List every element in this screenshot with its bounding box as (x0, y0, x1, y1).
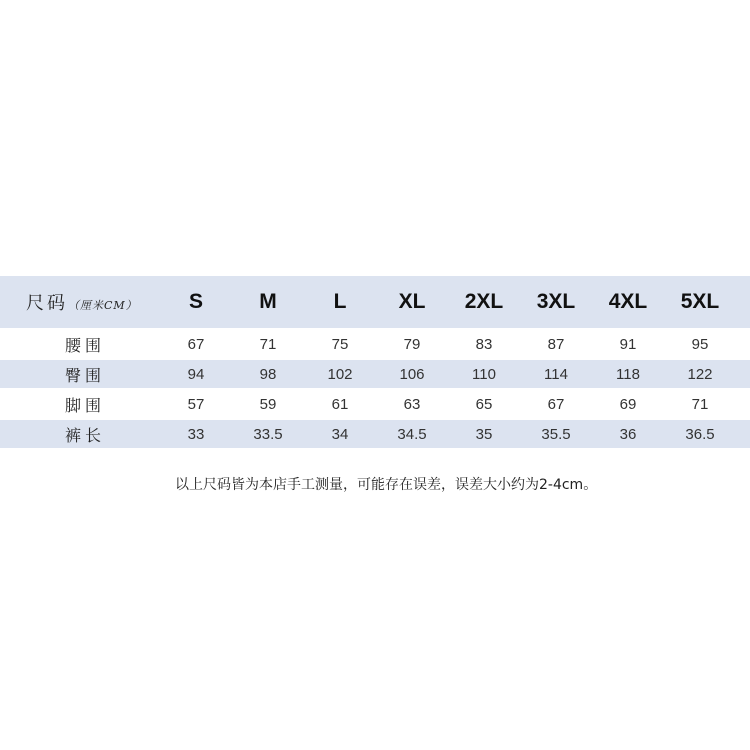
size-header-label (0, 289, 160, 315)
table-cell: 122 (687, 365, 713, 383)
table-cell: 67 (547, 395, 565, 413)
row-label: 裤长 (64, 425, 105, 445)
table-cell: 59 (259, 395, 277, 413)
table-cell: 35.5 (541, 425, 571, 443)
table-cell: 94 (187, 365, 205, 383)
table-cell: 61 (331, 395, 349, 413)
table-cell: 106 (399, 365, 425, 383)
size-label: 尺码 (26, 293, 68, 314)
table-cell: 35 (475, 425, 493, 443)
table-cell: 36 (619, 425, 637, 443)
row-label: 脚围 (64, 395, 105, 415)
table-cell: 34.5 (397, 425, 427, 443)
table-cell: 79 (403, 335, 421, 353)
row-label: 臀围 (64, 365, 105, 385)
size-header-cell: 3XL (536, 290, 576, 313)
row-label: 腰围 (64, 335, 105, 355)
table-cell: 71 (259, 335, 277, 353)
table-row-hem (0, 388, 750, 418)
measurement-note: 以上尺码皆为本店手工测量，可能存在误差，误差大小约为2-4cm。 (175, 477, 598, 493)
table-cell: 69 (619, 395, 637, 413)
size-header-cell: M (259, 290, 277, 313)
size-header-cell: 5XL (680, 290, 720, 313)
table-cell: 33.5 (253, 425, 283, 443)
table-cell: 98 (259, 365, 277, 383)
table-cell: 67 (187, 335, 205, 353)
table-cell: 57 (187, 395, 205, 413)
size-header-cell: S (188, 290, 203, 313)
size-header-cell: 2XL (464, 290, 504, 313)
size-header-cell: 4XL (608, 290, 648, 313)
table-cell: 87 (547, 335, 565, 353)
size-header-cell: L (333, 290, 347, 313)
table-cell: 63 (403, 395, 421, 413)
table-cell: 36.5 (685, 425, 715, 443)
size-header-cell: XL (398, 290, 426, 313)
table-cell: 34 (331, 425, 349, 443)
size-table (0, 276, 750, 448)
table-cell: 118 (616, 365, 640, 383)
table-cell: 33 (187, 425, 205, 443)
table-cell: 75 (331, 335, 349, 353)
table-cell: 91 (619, 335, 637, 353)
table-cell: 71 (691, 395, 709, 413)
table-cell: 114 (544, 365, 568, 383)
table-cell: 65 (475, 395, 493, 413)
table-cell: 95 (691, 335, 709, 353)
size-header-row (0, 276, 750, 328)
table-row-hip (0, 358, 750, 388)
table-row-length (0, 418, 750, 448)
unit-label: （厘米CM） (68, 299, 138, 312)
table-cell: 110 (472, 365, 496, 383)
table-cell: 102 (327, 365, 353, 383)
table-cell: 83 (475, 335, 493, 353)
table-row-waist (0, 328, 750, 358)
